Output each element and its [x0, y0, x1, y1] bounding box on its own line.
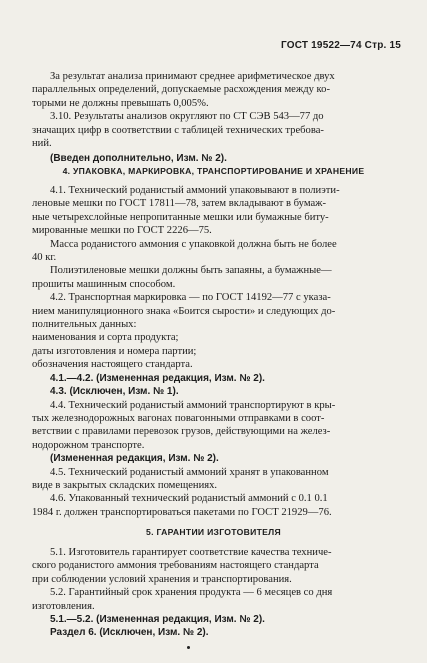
text-line: 5.2. Гарантийный срок хранения продукта — 6 месяцев со дня — [50, 587, 333, 599]
text-line: 4.2. Транспортная маркировка — по ГОСТ 14192—77 с указа- — [50, 292, 331, 304]
text-line: Масса роданистого аммония с упаковкой должна быть не более — [50, 238, 337, 250]
text-line: обозначения настоящего стандарта. — [32, 359, 193, 371]
text-line: параллельных определений, допускаемые расхождения между ко- — [32, 84, 330, 96]
text-line: тых железнодорожных вагонах повагонными отправками в соот- — [32, 412, 325, 424]
section-4-body — [32, 184, 400, 519]
page-header: ГОСТ 19522—74 Стр. 15 — [281, 40, 401, 51]
section-3-tail — [32, 70, 400, 166]
text-line: ний. — [32, 138, 52, 150]
text-line: 1984 г. должен транспортироваться пакетами по ГОСТ 21929—76. — [32, 506, 332, 518]
section-4-heading: 4. УПАКОВКА, МАРКИРОВКА, ТРАНСПОРТИРОВАНИЕ И ХРАНЕНИЕ — [62, 166, 365, 176]
bullet-mark — [187, 646, 190, 649]
text-line: полнительных данных: — [32, 319, 137, 331]
text-line: За результат анализа принимают среднее арифметическое двух — [50, 71, 335, 82]
text-line: Полиэтиленовые мешки должны быть запаяны, а бумажные— — [50, 265, 332, 277]
text-line: ветствии с правилами перевозок грузов, действующими на желез- — [32, 426, 331, 438]
text-line: 40 кг. — [32, 252, 57, 264]
text-line: 4.6. Упакованный технический роданистый аммоний с 0.1 0.1 — [50, 493, 328, 505]
text-line: 5.1. Изготовитель гарантирует соответствие качества техниче- — [50, 547, 332, 558]
amendment-note: (Введен дополнительно, Изм. № 2). — [50, 153, 227, 165]
text-line: прошиты машинным способом. — [32, 278, 176, 290]
text-line: 4.4. Технический роданистый аммоний транспортируют в кры- — [50, 399, 336, 411]
amendment-note: 4.3. (Исключен, Изм. № 1). — [50, 386, 179, 398]
text-line: мированные мешки по ГОСТ 2226—75. — [32, 225, 212, 237]
section-5-body — [32, 546, 400, 640]
text-line: наименования и сорта продукта; — [32, 332, 179, 344]
text-line: ского роданистого аммония требованиям настоящего стандарта — [32, 560, 319, 572]
amendment-note: Раздел 6. (Исключен, Изм. № 2). — [50, 627, 209, 639]
text-line: 3.10. Результаты анализов округляют по СТ СЭВ 543—77 до — [50, 111, 324, 123]
amendment-note: 4.1.—4.2. (Измененная редакция, Изм. № 2). — [50, 372, 265, 384]
text-line: виде в закрытых складских помещениях. — [32, 479, 218, 491]
text-line: даты изготовления и номера партии; — [32, 345, 197, 357]
text-line: 4.5. Технический роданистый аммоний хранят в упакованном — [50, 466, 329, 478]
amendment-note: 5.1.—5.2. (Измененная редакция, Изм. № 2). — [50, 614, 265, 626]
section-5-heading: 5. ГАРАНТИИ ИЗГОТОВИТЕЛЯ — [146, 527, 281, 537]
text-line: при соблюдении условий хранения и транспортирования. — [32, 573, 292, 585]
text-line: значащих цифр в соответствии с таблицей технических требова- — [32, 124, 324, 136]
text-line: 4.1. Технический роданистый аммоний упаковывают в полиэти- — [50, 185, 340, 196]
text-line: леновые мешки по ГОСТ 17811—78, затем вкладывают в бумаж- — [32, 198, 327, 210]
text-line: ные четырехслойные непропитанные мешки или бумажные биту- — [32, 211, 329, 223]
text-line: изготовления. — [32, 600, 95, 612]
text-line: нодорожном транспорте. — [32, 439, 145, 451]
amendment-note: (Измененная редакция, Изм. № 2). — [50, 453, 219, 465]
text-line: торыми не должны превышать 0,005%. — [32, 97, 209, 109]
text-line: нием манипуляционного знака «Боится сырости» и следующих до- — [32, 305, 336, 317]
